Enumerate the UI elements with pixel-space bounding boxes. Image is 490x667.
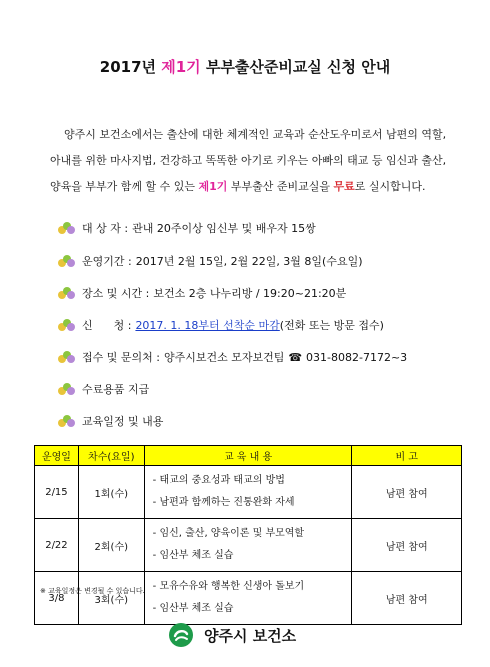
info-period: 운영기간 : 2017년 2월 15일, 2월 22일, 3월 8일(수요일) bbox=[58, 251, 363, 271]
table-row bbox=[35, 572, 462, 625]
cell-session: 2회(수) bbox=[78, 519, 144, 572]
grape-bullet-icon bbox=[58, 318, 76, 332]
table-header-row bbox=[35, 446, 462, 466]
info-schedule-heading: 교육일정 및 내용 bbox=[58, 411, 163, 431]
cell-date: 2/22 bbox=[35, 519, 79, 572]
grape-bullet-icon bbox=[58, 382, 76, 396]
footer bbox=[168, 621, 296, 649]
cell-date: 2/15 bbox=[35, 466, 79, 519]
info-apply: 신 청 : 2017. 1. 18부터 선착순 마감 (전화 또는 방문 접수) bbox=[58, 315, 384, 335]
grape-bullet-icon bbox=[58, 254, 76, 268]
free-emphasis: 무료 bbox=[333, 180, 355, 193]
cell-content: - 임신, 출산, 양육이론 및 부모역할 - 임산부 체조 실습 bbox=[144, 519, 352, 572]
info-target: 대 상 자 : 관내 20주이상 임신부 및 배우자 15쌍 bbox=[58, 218, 316, 238]
title-text-after: 부부출산준비교실 신청 안내 bbox=[200, 58, 391, 76]
table-row bbox=[35, 519, 462, 572]
telephone-icon: ☎ bbox=[288, 350, 303, 364]
grape-bullet-icon bbox=[58, 221, 76, 235]
cell-content: - 모유수유와 행복한 신생아 돌보기 - 임산부 체조 실습 bbox=[144, 572, 352, 625]
info-contact: 접수 및 문의처 : 양주시보건소 모자보건팀 ☎ 031-8082-7172~3 bbox=[58, 347, 407, 367]
cell-session: 1회(수) bbox=[78, 466, 144, 519]
cell-note: 남편 참여 bbox=[352, 519, 462, 572]
cell-date: 3/8 bbox=[35, 572, 79, 625]
col-header-note: 비 고 bbox=[352, 446, 462, 466]
cell-note: 남편 참여 bbox=[352, 572, 462, 625]
cell-session: 3회(수) bbox=[78, 572, 144, 625]
intro-line-1: 양주시 보건소에서는 출산에 대한 체계적인 교육과 순산도우미로서 남편의 역할, bbox=[64, 128, 447, 141]
grape-bullet-icon bbox=[58, 350, 76, 364]
apply-period-link[interactable]: 2017. 1. 18부터 선착순 마감 bbox=[135, 319, 280, 332]
info-place: 장소 및 시간 : 보건소 2층 나누리방 / 19:20~21:20분 bbox=[58, 283, 346, 303]
contact-phone: 031-8082-7172~3 bbox=[306, 350, 408, 364]
intro-highlight: 제1기 bbox=[198, 180, 228, 193]
grape-bullet-icon bbox=[58, 414, 76, 428]
health-center-logo bbox=[168, 622, 194, 648]
table-row bbox=[35, 466, 462, 519]
intro-line-3: 양육을 부부가 함께 할 수 있는 제1기 부부출산 준비교실을 무료로 실시합니다. bbox=[50, 180, 426, 193]
cell-content: - 태교의 중요성과 태교의 방법 - 남편과 함께하는 진통완화 자세 bbox=[144, 466, 352, 519]
col-header-session: 차수(요일) bbox=[78, 446, 144, 466]
title-text-before: 2017년 bbox=[99, 58, 162, 76]
grape-bullet-icon bbox=[58, 286, 76, 300]
info-gift: 수료용품 지급 bbox=[58, 379, 149, 399]
col-header-content: 교 육 내 용 bbox=[144, 446, 352, 466]
col-header-date: 운영일 bbox=[35, 446, 79, 466]
schedule-table bbox=[34, 445, 462, 625]
intro-line-2: 아내를 위한 마사지법, 건강하고 똑똑한 아기로 키우는 아빠의 태교 등 임신과 출산, bbox=[50, 154, 447, 167]
footer-org-name: 양주시 보건소 bbox=[204, 626, 297, 645]
title-highlight: 제1기 bbox=[161, 58, 201, 76]
schedule-change-note: ※ 교육일정은 변경될 수 있습니다. bbox=[40, 587, 145, 595]
page-title bbox=[0, 56, 490, 77]
cell-note: 남편 참여 bbox=[352, 466, 462, 519]
intro-paragraph bbox=[50, 122, 470, 200]
